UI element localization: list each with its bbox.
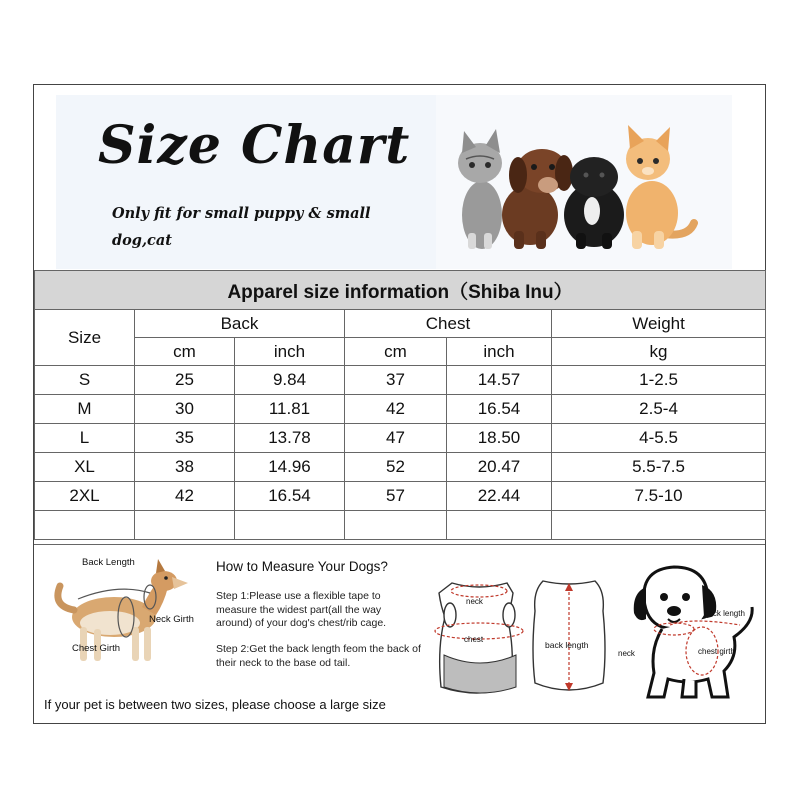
back-length-label: Back Length [82, 557, 135, 568]
table-cell: 13.78 [235, 424, 345, 453]
puppy-neck-label: neck [618, 649, 635, 658]
kitten-gray [458, 129, 502, 249]
table-cell: S [35, 366, 135, 395]
table-cell: 47 [345, 424, 447, 453]
empty-row [35, 511, 766, 540]
pets-photo [452, 123, 698, 253]
table-cell: 2XL [35, 482, 135, 511]
unit-row [35, 338, 766, 366]
table-cell: XL [35, 453, 135, 482]
size-chart-card [33, 84, 766, 724]
neck-girth-label: Neck Girth [149, 614, 194, 625]
puppy-back-length-label: back length [704, 609, 745, 618]
measure-section [34, 544, 765, 725]
back-column-header: Back [135, 310, 345, 338]
table-cell: 14.57 [447, 366, 552, 395]
vest-back-diagram [529, 577, 609, 699]
puppy-line-drawing [622, 559, 757, 709]
table-cell: 11.81 [235, 395, 345, 424]
table-row [35, 424, 766, 453]
unit-cell: kg [552, 338, 766, 366]
table-cell: 42 [135, 482, 235, 511]
page-title: Size Chart [98, 115, 411, 176]
empty-cell [235, 511, 345, 540]
subtitle: Only fit for small puppy & small dog,cat [112, 205, 371, 249]
table-cell: 42 [345, 395, 447, 424]
table-cell: 52 [345, 453, 447, 482]
table-title-row [35, 271, 766, 310]
unit-cell: inch [235, 338, 345, 366]
table-cell: 18.50 [447, 424, 552, 453]
empty-cell [135, 511, 235, 540]
unit-cell: inch [447, 338, 552, 366]
table-cell: 16.54 [447, 395, 552, 424]
empty-cell [552, 511, 766, 540]
puppy-brown [502, 149, 573, 249]
table-title: Apparel size information（Shiba Inu） [35, 271, 766, 310]
unit-cell: cm [345, 338, 447, 366]
puppy-black [564, 157, 624, 249]
chest-girth-label: Chest Girth [72, 643, 121, 654]
table-row [35, 453, 766, 482]
size-table [34, 270, 766, 540]
step-1-text: Step 1:Please use a flexible tape to measure the widest part(all the way around) of your dog's chest/rib cage. [216, 590, 387, 629]
size-note: If your pet is between two sizes, please choose a large size [44, 697, 386, 712]
measure-title: How to Measure Your Dogs? [216, 559, 388, 574]
table-cell: 37 [345, 366, 447, 395]
vest-neck-label: neck [466, 597, 483, 606]
size-column-header: Size [35, 310, 135, 366]
table-cell: 4-5.5 [552, 424, 766, 453]
table-cell: 30 [135, 395, 235, 424]
table-row [35, 395, 766, 424]
table-cell: 38 [135, 453, 235, 482]
table-cell: 7.5-10 [552, 482, 766, 511]
table-row [35, 482, 766, 511]
step-2-text: Step 2:Get the back length feom the back of their neck to the base od tail. [216, 643, 421, 669]
table-cell: 57 [345, 482, 447, 511]
weight-column-header: Weight [552, 310, 766, 338]
puppy-chest-girth-label: chest girth [698, 647, 735, 656]
empty-cell [35, 511, 135, 540]
empty-cell [447, 511, 552, 540]
chest-column-header: Chest [345, 310, 552, 338]
table-cell: 2.5-4 [552, 395, 766, 424]
empty-cell [345, 511, 447, 540]
header-banner [34, 85, 765, 270]
table-row [35, 366, 766, 395]
table-cell: 9.84 [235, 366, 345, 395]
kitten-orange [626, 125, 694, 249]
header-row [35, 310, 766, 338]
table-cell: 22.44 [447, 482, 552, 511]
table-cell: 20.47 [447, 453, 552, 482]
table-cell: M [35, 395, 135, 424]
vest-back-length-label: back length [545, 640, 589, 650]
table-cell: 16.54 [235, 482, 345, 511]
table-cell: 14.96 [235, 453, 345, 482]
table-cell: 35 [135, 424, 235, 453]
table-cell: 5.5-7.5 [552, 453, 766, 482]
vest-chest-label: chest [464, 635, 484, 644]
table-cell: L [35, 424, 135, 453]
table-cell: 25 [135, 366, 235, 395]
table-cell: 1-2.5 [552, 366, 766, 395]
unit-cell: cm [135, 338, 235, 366]
